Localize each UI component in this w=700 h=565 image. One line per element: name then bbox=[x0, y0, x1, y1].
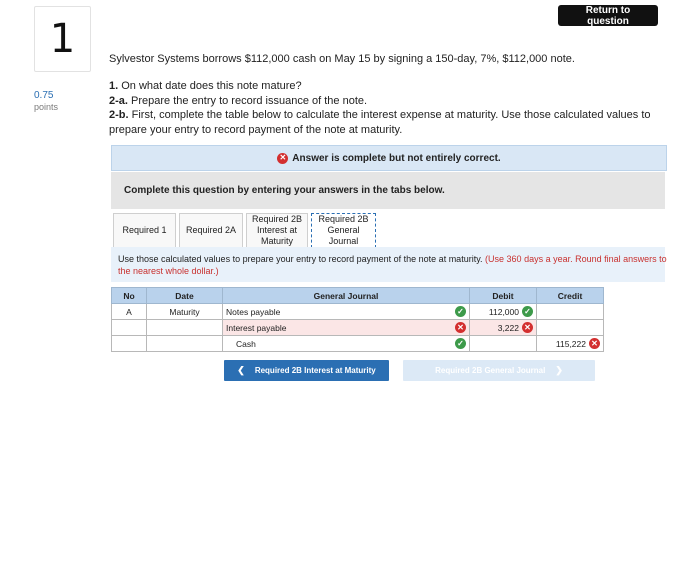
account-select[interactable] bbox=[223, 320, 470, 336]
col-header-general-journal: General Journal bbox=[223, 288, 470, 304]
part-tag: 2-a. bbox=[109, 94, 128, 107]
next-tab-button[interactable] bbox=[403, 360, 595, 381]
journal-instructions bbox=[118, 253, 670, 277]
prev-tab-label: Required 2B Interest at Maturity bbox=[254, 366, 376, 375]
part-tag: 1. bbox=[109, 80, 119, 92]
question-part-2a bbox=[109, 94, 669, 109]
tab-required-2a[interactable] bbox=[179, 213, 243, 247]
x-circle-icon: ✕ bbox=[277, 153, 288, 164]
tab-label-line: Required 2B bbox=[251, 214, 303, 224]
instructions-main: Use those calculated values to prepare your entry to record payment of the note at maturity. bbox=[118, 254, 483, 264]
date-select[interactable] bbox=[147, 320, 223, 336]
row-no bbox=[112, 336, 147, 352]
credit-input[interactable] bbox=[537, 320, 604, 336]
credit-value: 115,222 bbox=[555, 338, 586, 349]
row-no: A bbox=[112, 304, 147, 320]
tab-label-line: Maturity bbox=[260, 236, 293, 246]
x-circle-icon: ✕ bbox=[455, 322, 466, 333]
col-header-credit: Credit bbox=[537, 288, 604, 304]
question-number: 1 bbox=[34, 6, 91, 72]
return-to-question-button[interactable]: Return to question bbox=[558, 5, 658, 26]
col-header-no: No bbox=[112, 288, 147, 304]
date-select[interactable]: Maturity bbox=[147, 304, 223, 320]
row-no bbox=[112, 320, 147, 336]
table-row bbox=[112, 304, 604, 320]
table-row bbox=[112, 320, 604, 336]
question-part-2b bbox=[109, 108, 669, 137]
x-circle-icon: ✕ bbox=[589, 338, 600, 349]
debit-value: 112,000 bbox=[488, 306, 519, 317]
col-header-date: Date bbox=[147, 288, 223, 304]
tab-label bbox=[318, 214, 368, 247]
question-part-1 bbox=[109, 79, 669, 94]
tab-label: Required 1 bbox=[122, 225, 167, 235]
points-label: points bbox=[34, 102, 59, 112]
banner-text: Answer is complete but not entirely correct. bbox=[292, 152, 501, 164]
tab-label-line: Journal bbox=[328, 236, 359, 246]
check-circle-icon: ✓ bbox=[522, 306, 533, 317]
instructions-note: (Use 360 days a year. Round final answers to the nearest whole dollar.) bbox=[118, 254, 667, 276]
credit-input[interactable] bbox=[537, 304, 604, 320]
next-tab-label: Required 2B General Journal bbox=[435, 366, 546, 375]
debit-input[interactable] bbox=[470, 304, 537, 320]
tab-label-line: General bbox=[327, 225, 360, 235]
col-header-debit: Debit bbox=[470, 288, 537, 304]
date-select[interactable] bbox=[147, 336, 223, 352]
account-name: Interest payable bbox=[226, 322, 287, 333]
account-select[interactable] bbox=[223, 304, 470, 320]
debit-value: 3,222 bbox=[497, 322, 519, 333]
instructions-box bbox=[111, 172, 665, 209]
part-text: First, complete the table below to calculate the interest expense at maturity. Use those calculated values to prepare your entry to record payment of the note at maturity. bbox=[109, 109, 651, 136]
tab-label-line: Required 2B bbox=[318, 214, 369, 224]
tab-label: Required 2A bbox=[185, 225, 237, 235]
chevron-right-icon: ❯ bbox=[555, 365, 563, 375]
check-circle-icon: ✓ bbox=[455, 338, 466, 349]
part-text: Prepare the entry to record issuance of the note. bbox=[131, 94, 368, 107]
instructions-text: Complete this question by entering your answers in the tabs below. bbox=[124, 185, 445, 196]
table-row bbox=[112, 336, 604, 352]
debit-input[interactable] bbox=[470, 336, 537, 352]
tab-required-2b-journal[interactable] bbox=[311, 213, 376, 248]
account-name: Notes payable bbox=[226, 306, 281, 317]
question-stem: Sylvestor Systems borrows $112,000 cash on May 15 by signing a 150-day, 7%, $112,000 note. bbox=[109, 53, 575, 65]
prev-tab-button[interactable] bbox=[224, 360, 389, 381]
question-tabs bbox=[113, 213, 379, 248]
check-circle-icon: ✓ bbox=[455, 306, 466, 317]
account-select[interactable] bbox=[223, 336, 470, 352]
chevron-left-icon: ❮ bbox=[237, 365, 245, 375]
credit-input[interactable] bbox=[537, 336, 604, 352]
general-journal-table bbox=[111, 287, 604, 352]
account-name: Cash bbox=[236, 338, 256, 349]
tab-required-1[interactable] bbox=[113, 213, 176, 247]
tab-label bbox=[252, 214, 302, 247]
tab-label-line: Interest at bbox=[256, 225, 297, 235]
answer-status-banner bbox=[111, 145, 667, 171]
part-tag: 2-b. bbox=[109, 109, 129, 121]
table-header-row bbox=[112, 288, 604, 304]
x-circle-icon: ✕ bbox=[522, 322, 533, 333]
part-text: On what date does this note mature? bbox=[121, 80, 302, 92]
tab-required-2b-interest[interactable] bbox=[246, 213, 308, 247]
points-value: 0.75 bbox=[34, 90, 54, 101]
debit-input[interactable] bbox=[470, 320, 537, 336]
question-parts bbox=[109, 79, 669, 137]
